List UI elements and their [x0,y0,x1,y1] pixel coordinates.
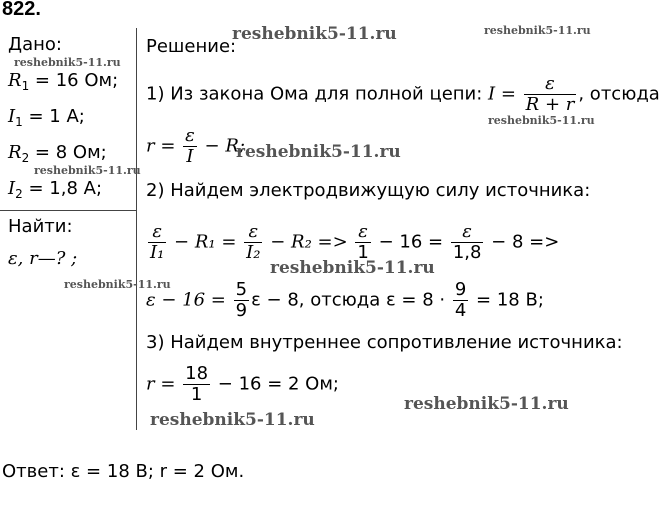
step3-eq-frac-bottom: 1 [190,384,203,405]
step3-eq-a: r = [146,373,182,395]
step1-line2 [146,126,245,167]
step2-eq2-frac1-bottom: 9 [235,300,248,321]
given-r2-symbol: R [8,142,22,163]
given-i2-subscript: 2 [15,187,23,201]
step2-eq2-c: = 18 В; [470,289,544,311]
step2-eq2-frac1-top: 5 [235,279,248,300]
watermark: reshebnik5-11.ru [232,24,397,44]
given-i1 [8,106,85,133]
watermark: reshebnik5-11.ru [488,114,595,127]
given-r1 [8,70,118,97]
given-r1-subscript: 1 [21,79,30,93]
step3-eq [146,364,339,405]
step2-text: 2) Найдем электродвижущую силу источника: [146,180,591,201]
vertical-divider [136,28,137,430]
step2-eq1-frac1 [148,222,166,263]
watermark: reshebnik5-11.ru [270,258,435,278]
step2-eq2-b: ε − 8, отсюда ε = 8 · [251,289,451,311]
step2-eq1-frac1-top: ε [148,222,166,243]
solution-heading: Решение: [146,36,237,57]
step1-line2-frac-bottom: I [186,146,194,167]
watermark: reshebnik5-11.ru [484,24,591,37]
watermark: reshebnik5-11.ru [150,410,315,430]
problem-number: 822. [2,0,41,20]
step1-frac-bottom: R + r [525,94,575,115]
step2-eq1 [146,222,559,263]
step1-line2-fraction [183,126,197,167]
step2-eq2-frac1 [234,280,249,321]
step3-text: 3) Найдем внутреннее сопротивление источника: [146,332,623,353]
given-r2-subscript: 2 [21,151,30,165]
step1-line2-lhs: r = [146,135,182,157]
given-r1-value: = 16 Ом; [29,70,119,91]
step3-eq-frac-top: 18 [185,363,209,384]
step1-fraction [524,74,577,115]
step1-tail: , отсюда [578,83,660,105]
given-find-divider [0,210,136,211]
step2-eq1-mid1: − R₁ = [168,231,243,253]
watermark: reshebnik5-11.ru [14,56,121,69]
step2-eq1-frac1-bottom: I₁ [150,242,165,263]
step2-eq1-frac2 [244,222,262,263]
step2-eq1-frac3-bottom: 1 [357,242,369,263]
step1-line [146,74,660,115]
step2-eq1-frac2-top: ε [244,222,262,243]
step2-eq1-frac4 [451,222,484,263]
step2-eq1-mid3: − 16 = [372,231,449,253]
step2-eq2-frac2 [453,280,468,321]
step2-eq2-frac2-top: 9 [454,279,467,300]
given-i2-value: = 1,8 А; [22,178,103,199]
given-i2 [8,178,102,205]
step1-lhs: I = [488,83,522,105]
given-r2-value: = 8 Ом; [29,142,107,163]
step1-text: 1) Из закона Ома для полной цепи: [146,83,489,105]
step1-frac-top: ε [524,74,577,95]
find-value: ε, r—? ; [8,248,78,269]
watermark: reshebnik5-11.ru [404,394,569,414]
step2-eq2 [146,280,544,321]
step3-eq-b: − 16 = 2 Ом; [212,373,339,395]
step2-eq1-mid2: − R₂ => [264,231,354,253]
step1-line2-tail: − R; [198,135,245,157]
step2-eq2-a: ε − 16 = [146,289,232,311]
step2-eq1-frac2-bottom: I₂ [246,242,261,263]
given-i1-value: = 1 А; [22,106,85,127]
given-heading: Дано: [8,34,62,55]
step2-eq1-frac3 [355,222,370,263]
step3-eq-fraction [183,364,210,405]
step2-eq1-frac3-top: ε [355,222,370,243]
step2-eq2-frac2-bottom: 4 [454,300,467,321]
given-i1-symbol: I [8,106,16,127]
given-r1-symbol: R [8,70,22,91]
watermark: reshebnik5-11.ru [34,164,141,177]
find-heading: Найти: [8,216,73,237]
given-i1-subscript: 1 [15,115,23,129]
watermark: reshebnik5-11.ru [236,142,401,162]
step1-line2-frac-top: ε [185,125,195,146]
step2-eq1-frac4-top: ε [451,222,484,243]
given-i2-symbol: I [8,178,16,199]
step2-eq1-mid4: − 8 => [485,231,560,253]
watermark: reshebnik5-11.ru [64,278,171,291]
step2-eq1-frac4-bottom: 1,8 [452,242,482,263]
answer-line: Ответ: ε = 18 В; r = 2 Ом. [2,461,245,482]
